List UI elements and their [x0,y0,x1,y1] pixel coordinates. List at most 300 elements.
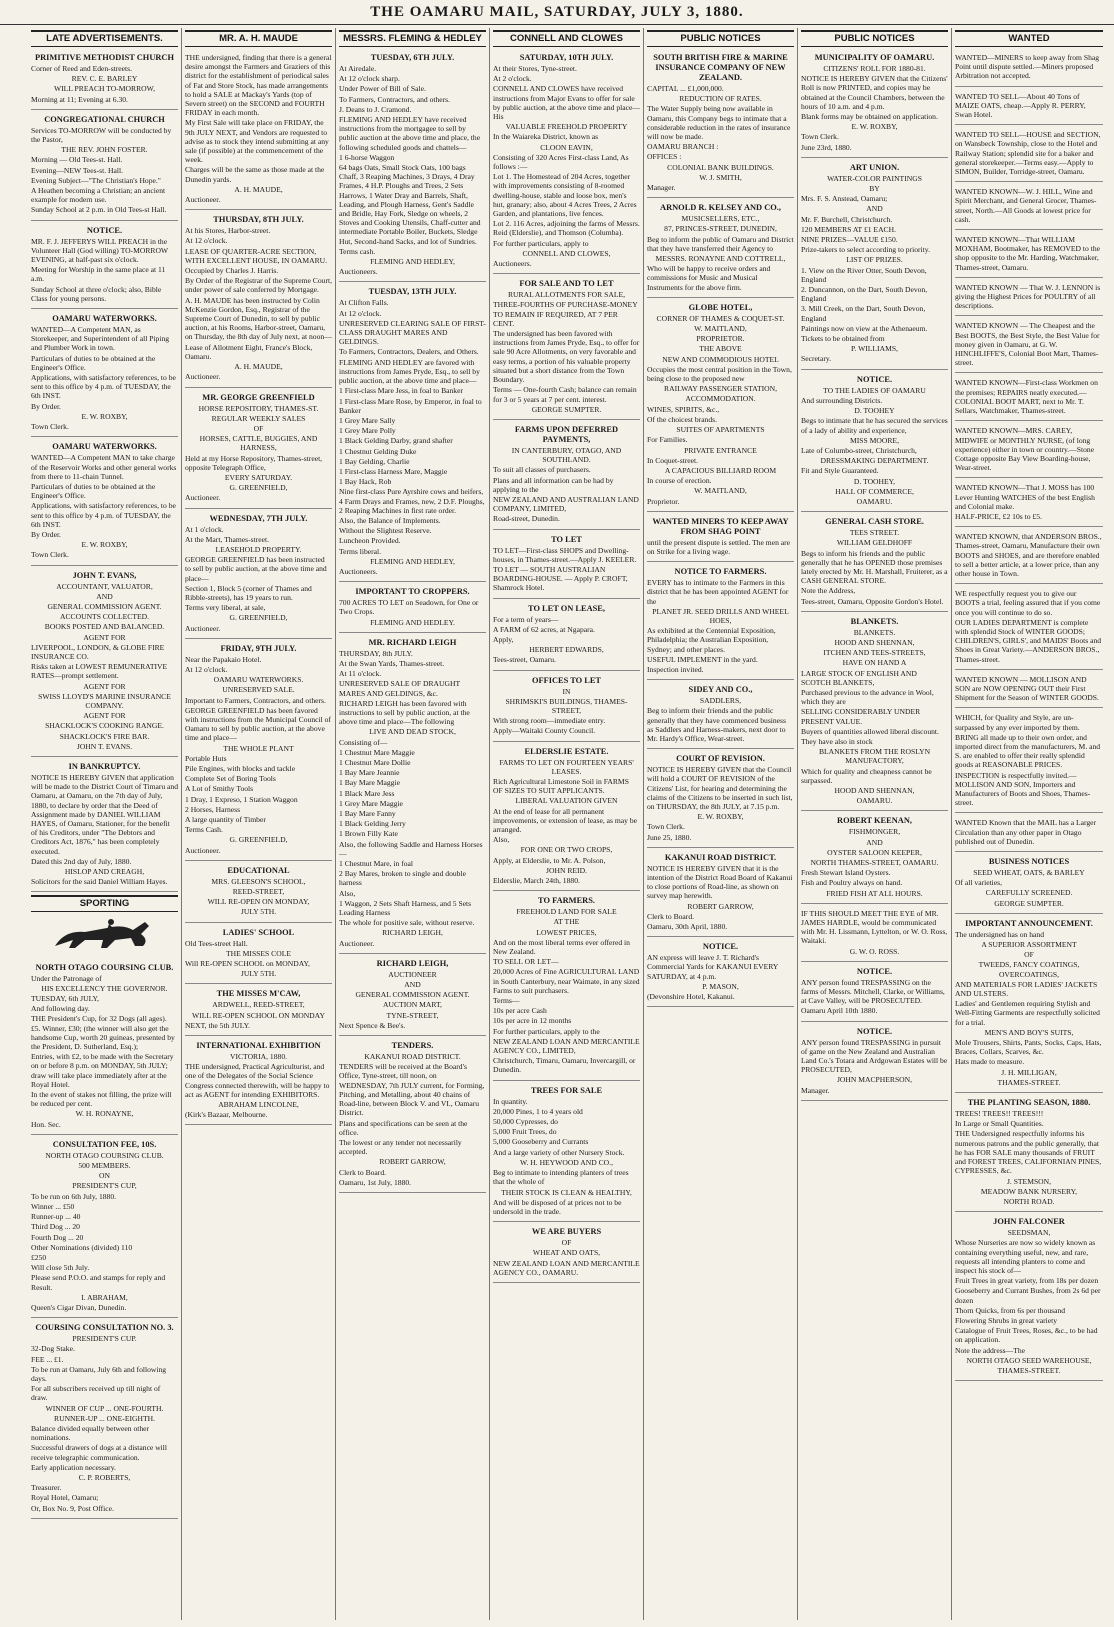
ad-line: Beg to inform the public of Oamaru and District that they have transferred their Agency to [647,234,794,253]
ad-title: NOTICE TO FARMERS. [674,567,767,577]
ad-line: THE MISSES COLE [226,948,291,958]
ad-line: ROBERT GARROW, [687,901,754,911]
ad-line: And will be disposed of at prices not to be undersold in the trade. [493,1197,622,1216]
ad-line: AGENT FOR [83,681,126,691]
ad-line: To be run at Oamaru, July 6th and following days. [31,1364,167,1383]
ad-line: 1 Waggon, 2 Sets Shaft Harness, and 5 Sets Leading Harness [339,898,472,918]
ad-line: VICTORIA, 1880. [229,1052,288,1062]
ad-line: THE REV. JOHN FOSTER. [61,145,148,155]
ad-line: 700 ACRES TO LET on Seadown, for One or Two Crops. [339,598,479,617]
column-header: LATE ADVERTISEMENTS. [31,30,178,47]
ad-line: NEW AND COMMODIOUS HOTEL [662,354,779,364]
ad-line: At 1 o'clock. [185,524,224,534]
ad-line: The whole for positive sale, without reserve. [339,918,475,928]
advertisement [955,376,1103,421]
ad-line: June 23rd, 1880. [801,142,852,152]
ad-line: Town Clerk. [801,132,839,142]
ad-line: MISS MOORE, [850,435,899,445]
ad-line: The undersigned has on hand [955,929,1044,939]
ad-line: Thorn Quicks, from 6s per thousand [955,1305,1066,1315]
ad-line: WE respectfully request you to give our BOOTS a trial, feeling assured that if you come once you will continue to do so. [955,589,1101,617]
ad-line: 1 Black Gelding Darby, grand shafter [339,436,453,446]
ad-line: JOHN MACPHERSON, [836,1075,913,1085]
ad-line: Early application necessary. [31,1462,116,1472]
ad-line: Occupied by Charles J. Harris. [185,266,279,276]
ad-line: 20,000 Acres of Fine AGRICULTURAL LAND in South Canterbury, near Waimate, in any sized Farms to suit purchasers. [493,967,640,995]
advertisement [647,752,794,848]
ad-line: Treasurer. [31,1483,62,1493]
ad-line: FREEHOLD LAND FOR SALE [516,907,617,917]
ad-line: THE WHOLE PLANT [223,743,294,753]
ad-line: W. H. HEYWOOD AND CO., [520,1157,613,1167]
advertisement [955,1096,1103,1212]
ad-line: NEW ZEALAND AND AUSTRALIAN LAND COMPANY, LIMITED, [493,494,639,514]
ad-line: IN CANTERBURY, OTAGO, AND SOUTHLAND. [511,445,622,465]
ad-line: WANTED KNOWN—W. J. HILL, Wine and Spirit Merchant, and General Grocer, Thames-street, North.—All Goods at lowest price for cash. [955,187,1097,224]
sporting-header: SPORTING [31,895,178,912]
ad-line: SEEDSMAN, [1007,1228,1051,1238]
ad-title: BUSINESS NOTICES [988,857,1070,867]
column-header: WANTED [955,30,1103,47]
advertisement [493,745,640,892]
ad-line: Secretary. [801,354,832,364]
ad-line: WINES, SPIRITS, &c., [647,404,720,414]
ad-line: MR. F. J. JEFFERYS WILL PREACH in the Volunteer Hall (God willing) TO-MORROW EVENING, at half-past six o'clock. [31,236,168,265]
advertisement [339,585,486,633]
advertisement [955,673,1103,709]
ad-line: Under Power of Bill of Sale. [339,84,426,94]
advertisement [955,424,1103,478]
ad-title: NOTICE. [856,966,893,976]
ad-line: Terms Cash. [185,825,223,835]
ad-line: AUCTION MART, [383,1000,442,1010]
ad-title: THE PLANTING SEASON, 1880. [967,1098,1091,1108]
ad-line: Hats made to measure. [955,1057,1025,1067]
advertisement [493,1084,640,1222]
ad-title: PRIMITIVE METHODIST CHURCH [35,53,174,62]
ad-line: Plans and all information can be had by applying to the [493,475,614,494]
ad-line: Clerk to Board. [339,1167,387,1177]
ad-line: In Large or Small Quantities. [955,1119,1044,1129]
column-2 [182,28,336,1620]
ad-title: MR. RICHARD LEIGH [368,637,457,647]
ad-line: WATER-COLOR PAINTINGS [827,173,922,183]
ad-line: The Water Supply being now available in Oamaru, this Company begs to intimate that a considerable reduction in the rates of insurance will now be made. [647,104,791,142]
ad-line: Meeting for Worship in the same place at 11 a.m. [31,265,166,284]
ad-line: WANTED TO SELL—About 40 Tons of MAIZE OATS, cheap.—Apply R. PERRY, Swan Hotel. [955,91,1086,120]
ad-title: NOTICE. [856,374,893,384]
ad-line: OF [1024,950,1034,960]
ad-line: THE Undersigned respectfully informs his numerous patrons and the public generally, that he has FOR SALE many thousands of FRUIT and FOREST TREES, CALIFORNIAN PINES, CYPRESSES, &c. [955,1129,1102,1176]
ad-line: Consisting of— [339,737,388,747]
ad-line: G. W. O. ROSS. [849,946,900,956]
ad-line: Note the address—The [955,1345,1026,1355]
ad-line: And following day. [31,1004,90,1014]
ad-line: Auctioneers. [339,566,378,576]
advertisement [339,957,486,1036]
ad-title: THE MISSES M'CAW, [216,989,301,999]
ad-line: Dated this 2nd day of July, 1880. [31,856,132,866]
ad-line: Which for quality and cheapness cannot be surpassed. [801,766,932,785]
ad-line: Winner ... £50 [31,1201,75,1211]
ad-line: Also, [339,888,356,898]
ad-line: DRESSMAKING DEPARTMENT. [820,456,929,466]
ad-line: 1 First-class Mare Rose, by Emperor, in foal to Banker [339,396,482,415]
ad-line: WANTED KNOWN — That W. J. LENNON is giving the Highest Prices for POULTRY of all descriptions. [955,282,1101,311]
ad-line: To be run on 6th July, 1880. [31,1191,117,1201]
ad-line: A Lot of Smithy Tools [185,784,254,794]
ad-line: NEXT, the 5th JULY. [185,1020,250,1030]
ad-line: And surrounding Districts. [801,395,883,405]
advertisement [955,281,1103,317]
ad-line: INSPECTION is respectfully invited.—MOLLISON AND SON, Importers and Manufacturers of Boots and Shoes, Thames-street. [955,770,1091,808]
ad-title: FRIDAY, 9TH JULY. [220,643,297,653]
advertisement [493,423,640,530]
ad-title: OAMARU WATERWORKS. [52,314,157,324]
ad-line: PROPRIETOR. [696,334,745,344]
ad-line: RUNNER-UP ... ONE-EIGHTH. [54,1413,155,1423]
ad-title: IN BANKRUPTCY. [68,761,141,771]
columns-container [28,28,1110,1620]
ad-title: MUNICIPALITY OF OAMARU. [814,53,935,62]
advertisement [955,587,1103,670]
ad-line: TYNE-STREET, [386,1010,439,1020]
ad-line: ACCOMMODATION. [685,394,756,404]
ad-line: Portable Huts [185,753,227,763]
ad-line: Auctioneer. [185,195,221,205]
ad-line: The lowest or any tender not necessarily accepted. [339,1137,462,1157]
ad-line: W. J. SMITH, [699,172,742,182]
ad-line: BRING all made up to their own order, and imported direct from the manufacturers, M. and S. are enabled to offer their really splendid goods at REASONABLE PRICES. [955,732,1101,770]
advertisement [955,51,1103,87]
ad-line: OAMARU. [856,796,893,806]
advertisement [31,961,178,1135]
advertisement [955,185,1103,230]
advertisement [801,1025,948,1101]
ad-title: OAMARU WATERWORKS. [52,442,157,452]
ad-line: Beg to inform their friends and the public generally that they have commenced business as Saddlers and Harness-makers, next door to Mr. Hardy's Office, Wear-street. [647,706,786,743]
ad-line: 500 MEMBERS. [78,1161,131,1171]
ad-line: Auctioneers. [339,267,378,277]
ad-title: CONGREGATIONAL CHURCH [44,114,165,124]
ad-title: KAKANUI ROAD DISTRICT. [664,852,777,862]
ad-line: Mole Trousers, Shirts, Pants, Socks, Caps, Hats, Braces, Collars, Scarves, &c. [955,1038,1102,1057]
ad-line: A FARM of 62 acres, at Ngapara. [493,624,595,634]
advertisement [339,51,486,282]
ad-line: 1 Grey Mare Polly [339,426,396,436]
ad-line: And a large variety of other Nursery Stock. [493,1147,625,1157]
ad-line: Oamaru April 10th 1880. [801,1006,878,1016]
ad-line: REGULAR WEEKLY SALES [211,413,306,423]
horse-engraving-icon [31,916,178,956]
ad-line: At 12 o'clock. [185,664,228,674]
ad-line: Particulars of duties to be obtained at the Engineer's Office. [31,481,156,501]
ad-line: JULY 5TH. [240,969,277,979]
ad-line: Apply—Waitaki County Council. [493,726,596,736]
ad-line: LIVE AND DEAD STOCK, [369,727,456,737]
ad-title: NOTICE. [86,225,123,235]
ad-line: P. MASON, [702,981,739,991]
ad-line: LIVERPOOL, LONDON, & GLOBE FIRE INSURANCE CO. [31,642,165,661]
ad-title: LADIES' SCHOOL [222,927,295,937]
advertisement [493,894,640,1080]
ad-line: G. GREENFIELD, [229,835,288,845]
ad-line: Of all varieties, [955,878,1003,888]
ad-line: For a term of years— [493,614,559,624]
ad-line: Complete Set of Boring Tools [185,774,276,784]
ad-line: Plans and specifications can be seen at the office. [339,1118,468,1137]
ad-line: They have also in stock [801,736,873,746]
ad-line: FARMS TO LET ON FOURTEEN YEARS' LEASES. [499,757,634,776]
ad-line: Oamaru, 30th April, 1880. [647,922,728,932]
ad-line: HORSE REPOSITORY, THAMES-ST. [198,403,319,413]
ad-line: 1 Chestnut Mare Dollie [339,758,411,767]
ad-line: Important to Farmers, Contractors, and others. [185,695,326,705]
ad-line: MEADOW BANK NURSERY, [980,1186,1078,1196]
ad-line: Or, Box No. 9, Post Office. [31,1503,114,1513]
advertisement [339,1039,486,1193]
ad-line: Apply, at Elderslie, to Mr. A. Polson, [493,855,606,865]
ad-line: At the end of lease for all permanent improvements, or extension of lease, as may be arranged. [493,806,638,834]
ad-line: W. MAITLAND, [694,486,747,496]
ad-line: OAMARU WATERWORKS. [213,675,304,685]
ad-line: Late of Columbo-street, Christchurch, [801,445,917,455]
ad-line: At his Stores, Harbor-street. [185,226,271,236]
ad-title: TO LET ON LEASE, [528,603,605,613]
ad-line: ACCOUNTS COLLECTED. [59,612,149,622]
ad-line: LOWEST PRICES, [536,927,597,937]
ad-line: OF [253,423,264,433]
ad-line: At Airedale. [339,64,377,73]
ad-line: SADDLERS, [699,696,742,706]
ad-title: TREES FOR SALE [530,1085,603,1095]
ad-line: Of the choicest brands. [647,414,718,424]
advertisement [647,51,794,198]
ad-line: ABRAHAM LINCOLNE, [218,1100,299,1110]
ad-title: TO LET [551,534,582,544]
ad-line: GENERAL COMMISSION AGENT. [355,990,470,1000]
ad-line: Begs to inform his friends and the public generally that he has OPENED those premises lately erected by Mr. H. Marshall, Fruiterer, as a CASH GENERAL STORE. [801,548,948,586]
ad-line: A. H. MAUDE, [234,362,283,372]
ad-line: Clerk to Board. [647,911,695,921]
ad-line: BLANKETS FROM THE ROSLYN MANUFACTORY, [818,747,931,766]
ad-line: SHACKLOCK'S COOKING RANGE. [45,721,164,731]
ad-line: 87, PRINCES-STREET, DUNEDIN, [664,224,777,234]
ad-line: Please send P.O.O. and stamps for reply and Result. [31,1273,166,1292]
ad-line: MUSICSELLERS, ETC., [681,214,760,224]
ad-line: 2. Duncannon, on the Dart, South Devon, England [801,285,928,304]
ad-line: RICHARD LEIGH has been favored with instructions to sell by public auction, at the above time and place—The following [339,698,470,727]
ad-line: Rich Agricultural Limestone Soil in FARMS OF SIZES TO SUIT APPLICANTS. [493,776,629,796]
ad-line: EVERY has to intimate to the Farmers in this district that he has been appointed AGENT for the [647,578,789,606]
ad-line: 1 Brown Filly Kate [339,829,398,839]
advertisement [185,51,332,210]
ad-line: Auctioneers. [493,259,532,269]
ad-line: THE undersigned, Practical Agriculturist, and one of the Delegates of the Social Science Congress connected therewith, will be happy to act as AGENT for intending EXHIBITORS. [185,1062,330,1099]
ad-line: NORTH OTAGO COURSING CLUB. [45,1150,164,1160]
ad-line: SEED WHEAT, OATS, & BARLEY [973,868,1085,878]
ad-line: Buyers of quantities allowed liberal discount. [801,726,939,736]
ad-line: C. P. ROBERTS, [78,1472,131,1482]
ad-line: My First Sale will take place on FRIDAY, the 9th JULY NEXT, and Vendors are requested to advise as to stock they intend submitting at any sale (if possible) at the commencement of the week. [185,118,329,165]
ad-line: Lease of Allotment Eight, France's Block, Oamaru. [185,342,313,361]
ad-line: THURSDAY, 8th JULY. [339,648,413,658]
ad-title: ROBERT KEENAN, [837,816,912,826]
ad-line: SUITES OF APARTMENTS [676,425,765,435]
ad-line: ROBERT GARROW, [379,1157,446,1167]
ad-line: CONNELL AND CLOWES have received instructions from Major Evans to offer for sale by public auction, at the above time and place—His [493,84,640,122]
ad-line: Town Clerk. [31,550,69,560]
ad-line: SELLING CONSIDERABLY UNDER PRESENT VALUE. [801,707,921,726]
ad-title: EDUCATIONAL [227,865,290,875]
advertisement [647,201,794,298]
ad-line: JULY 5TH. [240,907,277,917]
ad-line: 120 MEMBERS AT £1 EACH. [801,224,897,234]
ad-line: GENERAL COMMISSION AGENT. [47,601,162,611]
ad-line: ANY person found TRESPASSING in pursuit of game on the New Zealand and Australian Land Co.'s Totara and Ardgowan Estates will be PROSECUTED, [801,1037,948,1075]
ad-line: MRS. GLEESON'S SCHOOL, [211,876,306,886]
advertisement [185,926,332,985]
ad-line: UNRESERVED CLEARING SALE OF FIRST-CLASS DRAUGHT MARES AND GELDINGS. [339,318,486,347]
ad-line: until the present dispute is settled. The men are on Strike for a living wage. [647,537,791,556]
advertisement [185,864,332,923]
ad-line: LEASE OF QUARTER-ACRE SECTION, WITH EXCELLENT HOUSE, IN OAMARU. [185,246,328,265]
advertisement [801,907,948,962]
ad-line: With strong room—immediate entry. [493,716,606,726]
ad-line: THEIR STOCK IS CLEAN & HEALTHY, [501,1187,632,1197]
ad-line: 1 Grey Mare Maggie [339,798,403,808]
ad-line: Apply, [493,634,514,644]
ad-line: E. W. ROXBY, [81,411,128,421]
ad-line: E. W. ROXBY, [697,812,744,822]
ad-line: 1 First-class Mare Jess, in foal to Banker [339,386,464,396]
ad-line: In the Waiareka District, known as [493,132,599,142]
ad-line: Tees-street, Oamaru. [493,655,556,665]
ad-line: Fit and Style Guaranteed. [801,466,879,476]
ad-line: Town Clerk. [31,422,69,432]
advertisement [801,515,948,612]
ad-line: HAVE ON HAND A [842,658,907,668]
ad-line: NEW ZEALAND LOAN AND MERCANTILE AGENCY CO., LIMITED, [493,1036,640,1056]
ad-line: CORNER OF THAMES & COQUET-ST. [656,313,785,323]
ad-line: FLEMING AND HEDLEY, [370,257,455,267]
ad-line: A SUPERIOR ASSORTMENT [981,940,1077,950]
ad-line: At their Stores, Tyne-street. [493,64,577,73]
ad-line: WILL RE-OPEN ON MONDAY, [207,897,310,907]
ad-line: 1 Chestnut Mare, in foal [339,859,414,869]
ad-line: WANTED KNOWN—First-class Workmen on the premises; REPAIRS neatly executed.—COLONIAL BOOT MART, next to Mr. T. Sellars, Watchmaker, Thames-street. [955,378,1098,416]
ad-title: BLANKETS. [850,616,899,626]
ad-line: OAMARU BRANCH : [647,142,719,152]
ad-line: In the event of stakes not filling, the prize will be reduced per cent. [31,1090,172,1109]
ad-title: THURSDAY, 8TH JULY. [213,215,304,225]
ad-line: Inspection invited. [647,664,704,674]
ad-title: TUESDAY, 13TH JULY. [368,287,457,297]
ad-line: 1 Grey Mare Sally [339,415,396,425]
advertisement [31,1321,178,1519]
advertisement [31,440,178,565]
ad-line: E. W. ROXBY, [81,540,128,550]
advertisement [493,1225,640,1283]
ad-title: WE ARE BUYERS [531,1227,602,1237]
ad-line: NOTICE IS HEREBY GIVEN that application will be made to the District Court of Timaru and Oamaru, at Oamaru, on the 7th day of July, 1880, to declare by order that the Deed of Assignment made by DANIEL WILLIAM HAYES, of Oamaru, Stationer, for the benefit of his Creditors, under "The Debtors and Creditors Act, 1876," has been completely executed. [31,772,179,856]
ad-title: ELDERSLIE ESTATE. [524,746,609,756]
advertisement [185,642,332,861]
ad-line: Lot 2. 116 Acres, adjoining the farms of Messrs. Reid (Elderslie), and Thomson (Columba). [493,219,640,238]
ad-line: WANTED KNOWN — MOLLISON AND SON are NOW OPENING OUT their First Shipment for the Season of WINTER GOODS. [955,674,1099,703]
ad-line: Terms cash. [339,246,376,256]
ad-line: SWISS LLOYD'S MARINE INSURANCE COMPANY. [38,691,171,710]
ad-line: Successful drawers of dogs at a distance will receive telegraphic communication. [31,1443,168,1462]
ad-line: NORTH THAMES-STREET, OAMARU. [810,858,939,868]
ad-line: ANY person found TRESPASSING on the farms of Messrs. Mitchell, Clarke, or Williams, at Cave Valley, will be PROSECUTED. [801,977,945,1006]
advertisement [955,233,1103,278]
ad-line: WHEAT AND OATS, [532,1248,601,1258]
ad-line: Town Clerk. [647,822,685,832]
ad-line: Christchurch, Timaru, Oamaru, Invercargill, or Dunedin. [493,1056,636,1075]
ad-line: At the Mart, Thames-street. [185,534,269,544]
ad-line: KAKANUI ROAD DISTRICT. [364,1052,461,1062]
ad-line: Charges will be the same as those made at the Dunedin yards. [185,165,325,184]
ad-line: NORTH ROAD. [1003,1196,1055,1206]
ad-line: 50,000 Cypresses, do [493,1117,558,1127]
ad-line: W. MAITLAND, [694,324,747,334]
ad-line: OF [561,1238,572,1248]
ad-line: HOOD AND SHENNAN, [834,786,915,795]
ad-line: A Heathen becoming a Christian; an ancient example for modern use. [31,186,166,205]
ad-line: 1. View on the River Otter, South Devon, England [801,265,927,284]
advertisement [801,51,948,158]
ad-line: 1 Black Mare Jess [339,788,395,798]
ad-line: THE President's Cup, for 32 Dogs (all ages). £5. Winner, £30; (the winner will also get the handsome Cup, worth 20 guineas, presented by the President, D. Sutherland, Esq.); [31,1014,175,1052]
ad-title: ARNOLD R. KELSEY AND CO., [660,203,781,213]
ad-line: 10s per acre in 12 months [493,1016,572,1026]
advertisement [647,683,794,749]
ad-line: Terms liberal. [339,546,382,556]
ad-line: TO SELL OR LET— [493,957,559,967]
ad-line: Particulars of duties to be obtained at the Engineer's Office. [31,353,156,372]
ad-line: FLEMING AND HEDLEY are favored with instructions from James Pryde, Esq., to sell by public auction, at the above time and place— [339,357,480,386]
ad-line: G. GREENFIELD, [229,613,288,623]
advertisement [31,312,178,437]
column-3 [336,28,490,1620]
ad-line: At 2 o'clock. [493,74,532,84]
ad-line: 1 Bay Mare Maggie [339,778,400,788]
ad-line: USEFUL IMPLEMENT in the yard. [647,654,758,664]
ad-line: TEES STREET. [849,528,900,538]
ad-line: Pile Engines, with blocks and tackle [185,764,296,773]
ad-line: AND [866,204,883,214]
advertisement [647,851,794,937]
advertisement [31,1138,178,1318]
ad-line: RAILWAY PASSENGER STATION, [664,384,777,394]
ad-line: 1 Chestnut Mare Maggie [339,747,415,757]
ad-line: Royal Hotel, Oamaru; [31,1493,99,1503]
ad-line: WANTED Known that the MAIL has a Larger Circulation than any other paper in Otago published out of Dunedin. [955,818,1097,846]
ad-line: For further particulars, apply to the [493,1026,600,1036]
advertisement [955,530,1103,584]
ad-line: Under the Patronage of [31,973,102,983]
ad-line: Without the Slightest Reserve. [339,526,432,536]
ad-line: 5,000 Gooseberry and Currants [493,1137,589,1147]
ad-line: BY [869,184,880,194]
ad-line: WANTED KNOWN—MRS. CAREY, MIDWIFE or MONTHLY NURSE, (of long experience) either in town or country.—Stone Cottage opposite Bay View Boarding-house, Wear-street. [955,426,1095,473]
ad-title: TUESDAY, 6TH JULY. [370,53,455,62]
ad-line: THE undersigned, finding that there is a general desire amongst the Farmers and Graziers of this district for the establishment of periodical sales of Fat and Store Stock, has made arrangements to hold a SALE at Mackay's Yards (top of Severn street) on the SECOND and FOURTH FRIDAY in each month. [185,53,332,118]
ad-line: NORTH OTAGO SEED WAREHOUSE, [966,1355,1092,1365]
ad-line: 2 Bay Mares, broken to single and double harness [339,869,466,888]
ad-line: Applications, with satisfactory references, to be sent to this office by 4 p.m. of TUESDAY, the 6th INST. [31,373,176,401]
